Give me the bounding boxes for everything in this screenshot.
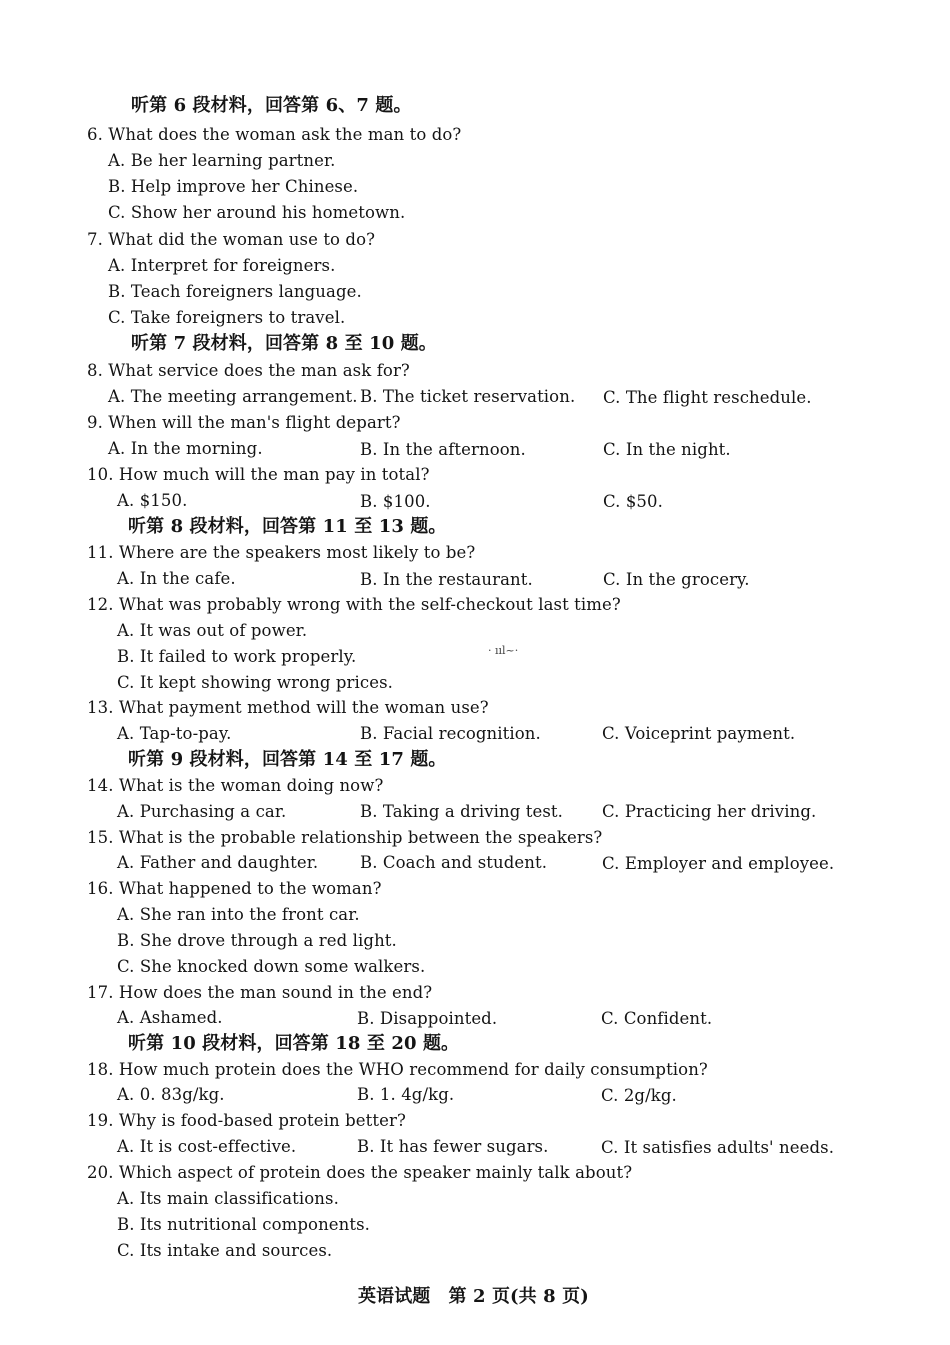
question-10-stem: 10. How much will the man pay in total? <box>87 465 430 484</box>
section-heading: 听第 7 段材料，回答第 8 至 10 题。 <box>131 333 437 354</box>
question-20-option-b: B. Its nutritional components. <box>117 1215 371 1234</box>
question-17-option-a: A. Ashamed. <box>117 1008 223 1027</box>
question-12-option-c: C. It kept showing wrong prices. <box>117 673 394 692</box>
question-8-option-a: A. The meeting arrangement. <box>108 387 358 406</box>
question-16-option-c: C. She knocked down some walkers. <box>117 957 426 976</box>
question-10-option-c: C. $50. <box>603 492 663 511</box>
question-8-option-b: B. The ticket reservation. <box>360 387 576 406</box>
question-18-option-a: A. 0. 83g/kg. <box>117 1085 225 1104</box>
question-19-option-c: C. It satisfies adults' needs. <box>601 1138 835 1157</box>
question-14-option-c: C. Practicing her driving. <box>602 802 817 821</box>
question-13-option-a: A. Tap-to-pay. <box>117 724 232 743</box>
page-footer: 英语试题 第 2 页(共 8 页) <box>358 1286 589 1307</box>
question-11-option-c: C. In the grocery. <box>603 570 750 589</box>
question-15-option-b: B. Coach and student. <box>360 853 548 872</box>
question-16-option-a: A. She ran into the front car. <box>117 905 360 924</box>
question-15-stem: 15. What is the probable relationship between the speakers? <box>87 828 603 847</box>
section-heading: 听第 8 段材料，回答第 11 至 13 题。 <box>128 516 447 537</box>
question-6-stem: 6. What does the woman ask the man to do? <box>87 125 462 144</box>
question-7-option-a: A. Interpret for foreigners. <box>108 256 336 275</box>
question-7-stem: 7. What did the woman use to do? <box>87 230 376 249</box>
question-6-option-b: B. Help improve her Chinese. <box>108 177 359 196</box>
question-16-stem: 16. What happened to the woman? <box>87 879 382 898</box>
question-12-option-a: A. It was out of power. <box>117 621 308 640</box>
question-19-option-a: A. It is cost-effective. <box>117 1137 297 1156</box>
question-18-stem: 18. How much protein does the WHO recommend for daily consumption? <box>87 1060 708 1079</box>
question-13-stem: 13. What payment method will the woman use? <box>87 698 489 717</box>
section-heading: 听第 10 段材料，回答第 18 至 20 题。 <box>128 1033 460 1054</box>
question-11-option-b: B. In the restaurant. <box>360 570 533 589</box>
question-20-option-a: A. Its main classifications. <box>117 1189 339 1208</box>
stray-mark: · ııl~· <box>488 644 519 657</box>
question-17-option-b: B. Disappointed. <box>357 1009 498 1028</box>
question-10-option-b: B. $100. <box>360 492 431 511</box>
question-9-option-b: B. In the afternoon. <box>360 440 526 459</box>
question-20-option-c: C. Its intake and sources. <box>117 1241 333 1260</box>
question-16-option-b: B. She drove through a red light. <box>117 931 397 950</box>
question-8-option-c: C. The flight reschedule. <box>603 388 812 407</box>
question-14-option-b: B. Taking a driving test. <box>360 802 563 821</box>
question-14-option-a: A. Purchasing a car. <box>117 802 287 821</box>
question-11-option-a: A. In the cafe. <box>117 569 236 588</box>
question-6-option-c: C. Show her around his hometown. <box>108 203 406 222</box>
question-7-option-b: B. Teach foreigners language. <box>108 282 362 301</box>
question-18-option-c: C. 2g/kg. <box>601 1086 677 1105</box>
section-heading: 听第 9 段材料，回答第 14 至 17 题。 <box>128 749 447 770</box>
question-12-stem: 12. What was probably wrong with the self-checkout last time? <box>87 595 621 614</box>
question-8-stem: 8. What service does the man ask for? <box>87 361 410 380</box>
question-13-option-b: B. Facial recognition. <box>360 724 541 743</box>
question-18-option-b: B. 1. 4g/kg. <box>357 1085 455 1104</box>
question-15-option-c: C. Employer and employee. <box>602 854 835 873</box>
question-15-option-a: A. Father and daughter. <box>117 853 319 872</box>
question-12-option-b: B. It failed to work properly. <box>117 647 357 666</box>
question-13-option-c: C. Voiceprint payment. <box>602 724 796 743</box>
question-9-stem: 9. When will the man's flight depart? <box>87 413 401 432</box>
question-7-option-c: C. Take foreigners to travel. <box>108 308 346 327</box>
question-17-option-c: C. Confident. <box>601 1009 713 1028</box>
question-19-stem: 19. Why is food-based protein better? <box>87 1111 406 1130</box>
question-20-stem: 20. Which aspect of protein does the speaker mainly talk about? <box>87 1163 633 1182</box>
question-9-option-a: A. In the morning. <box>108 439 263 458</box>
question-17-stem: 17. How does the man sound in the end? <box>87 983 433 1002</box>
question-10-option-a: A. $150. <box>117 491 188 510</box>
question-6-option-a: A. Be her learning partner. <box>108 151 336 170</box>
question-11-stem: 11. Where are the speakers most likely to be? <box>87 543 476 562</box>
question-14-stem: 14. What is the woman doing now? <box>87 776 384 795</box>
section-heading: 听第 6 段材料，回答第 6、7 题。 <box>131 95 412 116</box>
question-9-option-c: C. In the night. <box>603 440 731 459</box>
question-19-option-b: B. It has fewer sugars. <box>357 1137 549 1156</box>
